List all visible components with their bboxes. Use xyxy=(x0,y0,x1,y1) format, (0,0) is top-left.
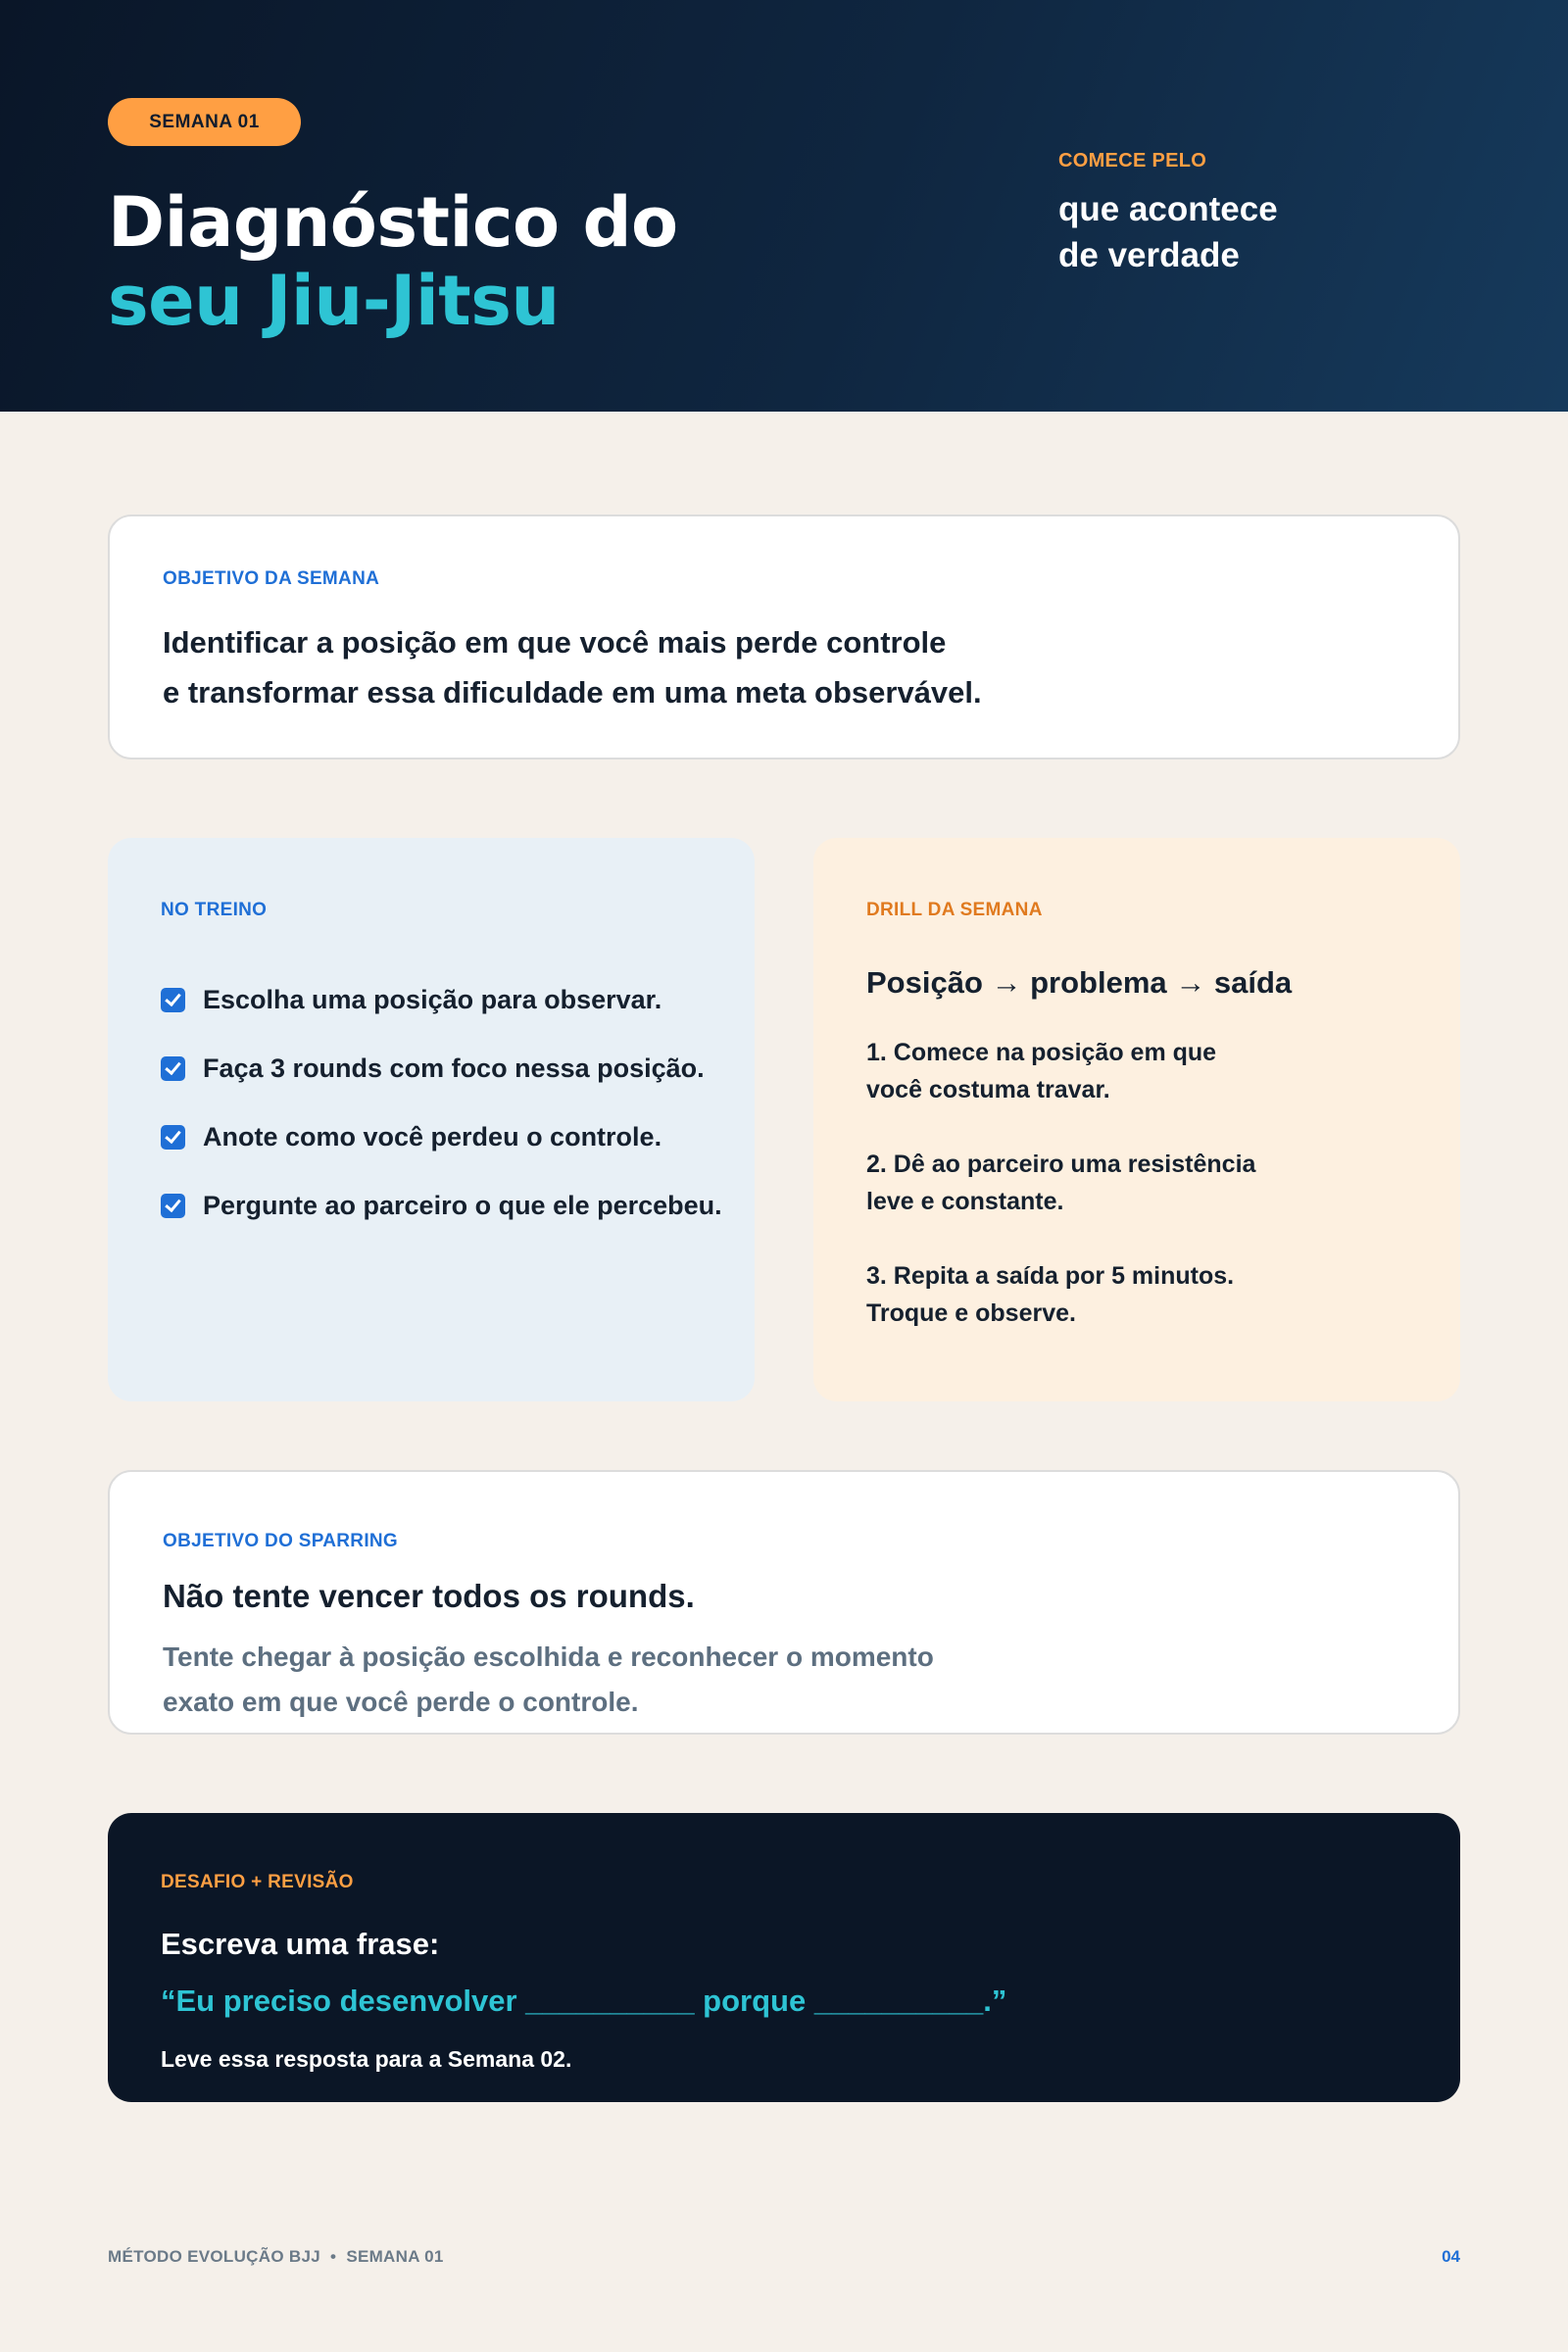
drill-title: Posição → problema → saída xyxy=(866,965,1293,1000)
checklist-item xyxy=(161,1171,722,1240)
sparring-line-1: Tente chegar à posição escolhida e reconhecer o momento xyxy=(163,1642,934,1672)
drill-step-line: 3. Repita a saída por 5 minutos. xyxy=(866,1262,1235,1290)
drill-steps xyxy=(866,1034,1255,1369)
sparring-headline: Não tente vencer todos os rounds. xyxy=(163,1578,695,1614)
checklist-item-label: Escolha uma posição para observar. xyxy=(203,984,662,1014)
drill-step xyxy=(866,1034,1255,1108)
tagline-line-2: de verdade xyxy=(1058,236,1240,274)
checklist-item-label: Pergunte ao parceiro o que ele percebeu. xyxy=(203,1190,722,1220)
drill-step-line: Troque e observe. xyxy=(866,1299,1076,1327)
challenge-quote: “Eu preciso desenvolver __________ porque __________.” xyxy=(161,1984,1007,2018)
drill-step-line: 1. Comece na posição em que xyxy=(866,1039,1217,1066)
objective-label: OBJETIVO DA SEMANA xyxy=(163,568,380,589)
sparring-line-2: exato em que você perde o controle. xyxy=(163,1687,639,1717)
training-card xyxy=(108,838,755,1401)
title-line-1: Diagnóstico do xyxy=(108,182,678,263)
checklist-item-label: Faça 3 rounds com foco nessa posição. xyxy=(203,1053,705,1083)
checklist-item xyxy=(161,1102,722,1171)
checklist-item xyxy=(161,965,722,1034)
hero-banner xyxy=(0,0,1568,412)
sparring-description xyxy=(163,1635,934,1725)
drill-step xyxy=(866,1257,1255,1332)
weekly-objective-card xyxy=(108,514,1460,760)
drill-card xyxy=(813,838,1460,1401)
objective-text xyxy=(163,617,982,717)
checkbox-checked-icon[interactable] xyxy=(161,1125,185,1150)
tagline-kicker: COMECE PELO xyxy=(1058,150,1207,172)
page-number: 04 xyxy=(1442,2247,1460,2266)
drill-step-line: 2. Dê ao parceiro uma resistência xyxy=(866,1151,1256,1178)
checkbox-checked-icon[interactable] xyxy=(161,1056,185,1081)
drill-step-line: você costuma travar. xyxy=(866,1076,1110,1103)
drill-step xyxy=(866,1146,1255,1220)
challenge-footnote: Leve essa resposta para a Semana 02. xyxy=(161,2046,572,2072)
sparring-objective-card xyxy=(108,1470,1460,1735)
objective-line-2: e transformar essa dificuldade em uma meta observável. xyxy=(163,675,982,710)
footer-brand: MÉTODO EVOLUÇÃO BJJ • SEMANA 01 xyxy=(108,2247,444,2266)
tagline-line-1: que acontece xyxy=(1058,190,1278,228)
training-checklist xyxy=(161,965,722,1240)
title-line-2: seu Jiu-Jitsu xyxy=(108,261,560,341)
checklist-item xyxy=(161,1034,722,1102)
sparring-label: OBJETIVO DO SPARRING xyxy=(163,1531,399,1551)
checklist-item-label: Anote como você perdeu o controle. xyxy=(203,1121,662,1152)
page-title xyxy=(108,183,678,340)
training-label: NO TREINO xyxy=(161,900,268,920)
challenge-card xyxy=(108,1813,1460,2102)
drill-label: DRILL DA SEMANA xyxy=(866,900,1043,920)
week-badge: SEMANA 01 xyxy=(108,98,301,146)
checkbox-checked-icon[interactable] xyxy=(161,1194,185,1218)
checkbox-checked-icon[interactable] xyxy=(161,988,185,1012)
hero-tagline xyxy=(1058,150,1278,278)
challenge-headline: Escreva uma frase: xyxy=(161,1927,440,1961)
drill-step-line: leve e constante. xyxy=(866,1188,1064,1215)
objective-line-1: Identificar a posição em que você mais perde controle xyxy=(163,625,947,660)
challenge-label: DESAFIO + REVISÃO xyxy=(161,1872,354,1892)
